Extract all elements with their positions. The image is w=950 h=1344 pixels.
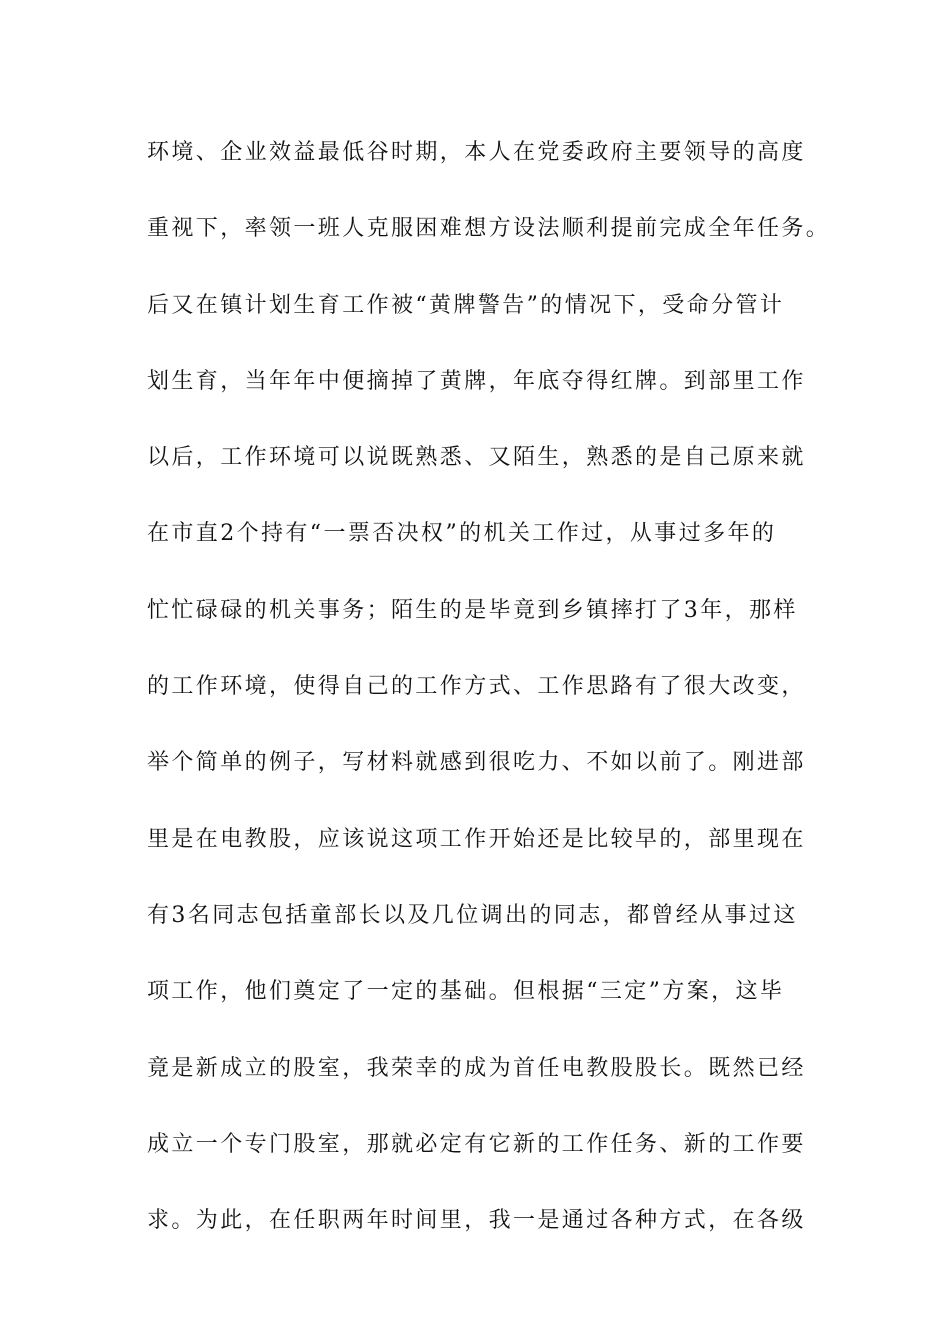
text-line: 以后，工作环境可以说既熟悉、又陌生，熟悉的是自己原来就 bbox=[147, 445, 806, 471]
text-line: 里是在电教股，应该说这项工作开始还是比较早的，部里现在 bbox=[147, 826, 806, 852]
body-text bbox=[147, 130, 831, 1274]
text-line: 忙忙碌碌的机关事务；陌生的是毕竟到乡镇摔打了3年，那样 bbox=[147, 597, 798, 623]
text-line: 有3名同志包括童部长以及几位调出的同志，都曾经从事过这 bbox=[147, 902, 798, 928]
text-line: 后又在镇计划生育工作被“黄牌警告”的情况下，受命分管计 bbox=[147, 292, 785, 318]
text-line: 环境、企业效益最低谷时期，本人在党委政府主要领导的高度 bbox=[147, 140, 806, 165]
text-line: 重视下，率领一班人克服困难想方设法顺利提前完成全年任务。 bbox=[147, 216, 831, 242]
text-line: 竟是新成立的股室，我荣幸的成为首任电教股股长。既然已经 bbox=[147, 1055, 806, 1081]
text-line: 项工作，他们奠定了一定的基础。但根据“三定”方案，这毕 bbox=[147, 979, 785, 1005]
text-line: 划生育，当年年中便摘掉了黄牌，年底夺得红牌。到部里工作 bbox=[147, 368, 806, 394]
text-line: 求。为此，在任职两年时间里，我一是通过各种方式，在各级 bbox=[147, 1208, 806, 1234]
text-line: 的工作环境，使得自己的工作方式、工作思路有了很大改变， bbox=[147, 674, 806, 700]
text-line: 在市直2个持有“一票否决权”的机关工作过，从事过多年的 bbox=[147, 521, 777, 547]
text-line: 举个简单的例子，写材料就感到很吃力、不如以前了。刚进部 bbox=[147, 750, 806, 776]
text-line: 成立一个专门股室，那就必定有它新的工作任务、新的工作要 bbox=[147, 1131, 806, 1157]
